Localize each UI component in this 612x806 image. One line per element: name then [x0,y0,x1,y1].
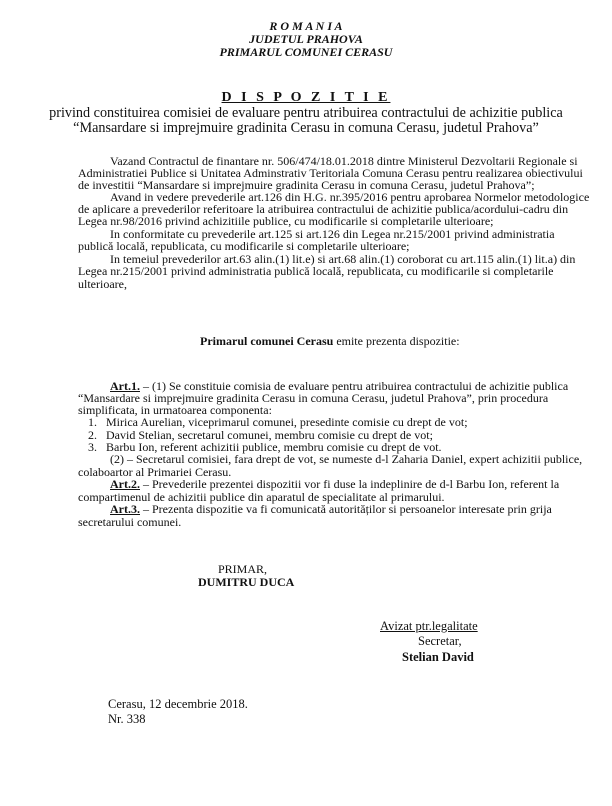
member-number: 3. [88,440,97,454]
art1-text: – (1) Se constituie comisia de evaluare pentru atribuirea contractului de achizitie publica [140,379,569,393]
preamble-p3-line: publică locală, republicata, cu modificarile si completarile ulterioare; [78,239,410,253]
art1-label: Art.1. [110,379,140,393]
art1-line-2: “Mansardare si imprejmuire gradinita Cerasu in comuna Cerasu, judetul Prahova”, prin procedura [78,391,549,405]
header-country: R O M A N I A [269,19,343,33]
art1-para2-line-2: colaboartor al Primariei Cerasu. [78,465,232,479]
document-number: Nr. 338 [108,712,146,726]
emits-text: emite prezenta dispozitie: [333,334,460,348]
place-date: Cerasu, 12 decembrie 2018. [108,697,248,711]
preamble-p1-line: Vazand Contractul de finantare nr. 506/474/18.01.2018 dintre Ministerul Dezvoltarii Regionale si [110,154,578,168]
art1-para2-line-1: (2) – Secretarul comisiei, fara drept de vot, se numeste d-l Zaharia Daniel, expert achizitii publice, [110,452,583,466]
secretary-name: Stelian David [402,650,474,664]
preamble-p4-line: Legea nr.215/2001 privind administratia publică locală, republicata, cu modificarile si completarile [78,264,554,278]
preamble-p2-line: Legea nr.98/2016 privind achizitiile publice, cu modificarile si completarile ulterioare; [78,214,494,228]
mayor-name: DUMITRU DUCA [198,575,295,589]
secretary-title: Secretar, [418,634,462,648]
document-title: D I S P O Z I T I E [221,90,391,105]
art1-line-3: simplificata, in urmatoarea componenta: [78,403,272,417]
member-number: 1. [88,415,97,429]
mayor-title: PRIMAR, [218,562,268,576]
art2-label: Art.2. [110,477,140,491]
preamble-p1-line: de investitii “Mansardare si imprejmuire gradinita Cerasu in comuna Cerasu, judetul Prahova”; [78,178,535,192]
member-text: Barbu Ion, referent achizitii publice, membru comisie cu drept de vot. [106,440,442,454]
preamble-p4-line: In temeiul prevederilor art.63 alin.(1) lit.e) si art.68 alin.(1) coroborat cu art.115 alin.(1) lit.a) din [110,252,576,266]
art3-label: Art.3. [110,502,140,516]
member-text: David Stelian, secretarul comunei, membru comisie cu drept de vot; [106,428,433,442]
preamble-p2-line: de aplicare a prevederilor referitoare la atribuirea contractului de achizitie publica/acordului-cadru din [78,202,569,216]
member-text: Mirica Aurelian, viceprimarul comunei, presedinte comisie cu drept de vot; [106,415,468,429]
legality-note: Avizat ptr.legalitate [380,619,478,633]
header-county: JUDETUL PRAHOVA [249,32,363,46]
member-number: 2. [88,428,97,442]
preamble-p3-line: In conformitate cu prevederile art.125 si art.126 din Legea nr.215/2001 privind administratia [110,227,555,241]
art3-text: – Prezenta dispozitie va fi comunicată autorităților si persoanelor interesate prin grija [140,502,552,516]
art3-line-2: secretarului comunei. [78,515,182,529]
preamble-p1-line: Administratiei Publice si Unitatea Adminstrativ Teritoriala Comuna Cerasu pentru realizarea obiectivului [78,166,583,180]
art2-line-2: compartimenul de achizitii publice din aparatul de specialitate al primarului. [78,490,445,504]
emits-authority: Primarul comunei Cerasu [200,334,334,348]
subtitle-line-1: privind constituirea comisiei de evaluare pentru atribuirea contractului de achizitie publica [49,105,563,121]
subtitle-line-2: “Mansardare si imprejmuire gradinita Cerasu in comuna Cerasu, judetul Prahova” [73,120,539,136]
preamble-p4-line: ulterioare, [78,277,127,291]
emits-statement [200,335,460,348]
header-authority: PRIMARUL COMUNEI CERASU [219,45,393,59]
preamble-p2-line: Avand in vedere prevederile art.126 din H.G. nr.395/2016 pentru aprobarea Normelor metodologice [110,190,590,204]
art2-text: – Prevederile prezentei dispozitii vor fi duse la indeplinire de d-l Barbu Ion, referent la [140,477,560,491]
